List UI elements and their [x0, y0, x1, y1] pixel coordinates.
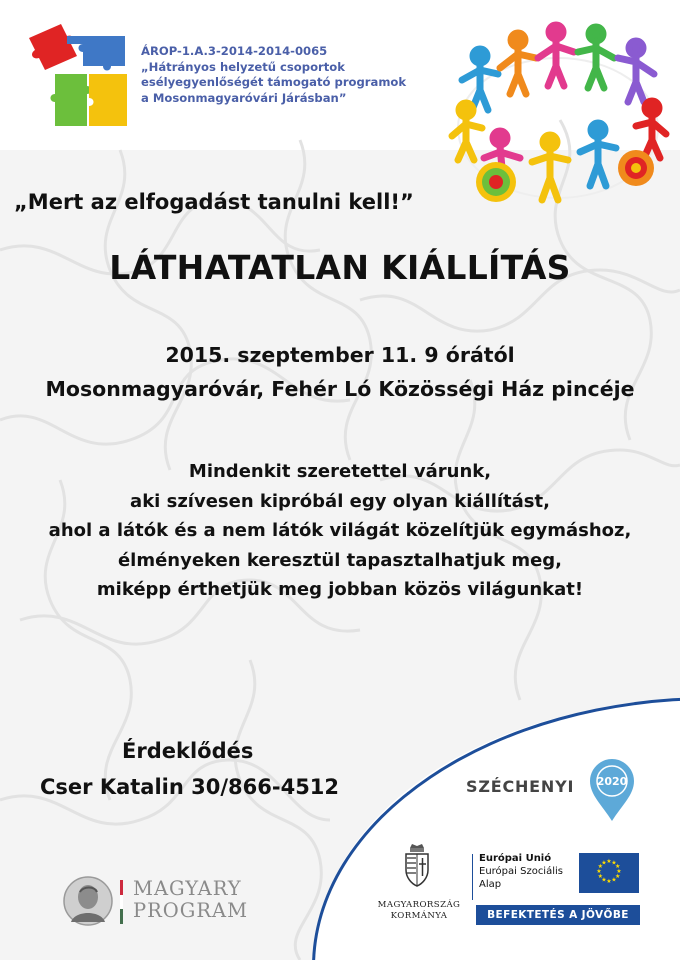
magyary-line1: MAGYARY [133, 877, 242, 900]
svg-text:★: ★ [597, 863, 603, 870]
hungarian-flag-bar [120, 880, 123, 924]
project-code: ÁROP-1.A.3-2014-2014-0065 [141, 44, 328, 58]
people-circle-illustration [440, 18, 676, 212]
invitation-text [0, 457, 680, 605]
eu-divider [472, 854, 473, 900]
project-title-line: a Mosonmagyaróvári Járásban” [141, 90, 347, 105]
project-title-line: esélyegyenlőségét támogató programok [141, 75, 407, 89]
szechenyi-2020-logo [466, 757, 666, 827]
contact-block [40, 733, 360, 805]
invitation-line: miképp érthetjük meg jobban közös világunkat! [96, 579, 584, 600]
invitation-line: ahol a látók és a nem látók világát közelítjük egymáshoz, [48, 520, 632, 541]
svg-text:★: ★ [616, 868, 622, 875]
magyary-line2: PROGRAM [133, 899, 249, 922]
invitation-line: Mindenkit szeretettel várunk, [188, 461, 492, 482]
svg-text:★: ★ [615, 863, 621, 870]
eu-slogan: BEFEKTETÉS A JÖVŐBE [476, 905, 640, 925]
event-venue: Mosonmagyaróvár, Fehér Ló Közösségi Ház pincéje [45, 377, 635, 401]
szechenyi-word: SZÉCHENYI [466, 777, 575, 796]
government-line2: KORMÁNYA [390, 911, 448, 921]
svg-text:★: ★ [611, 859, 617, 867]
eu-funding-logo [472, 852, 642, 926]
svg-text:★: ★ [601, 859, 607, 867]
event-date: 2015. szeptember 11. 9 órától [165, 343, 515, 367]
svg-text:★: ★ [606, 878, 612, 885]
szechenyi-year: 2020 [596, 775, 628, 788]
puzzle-pieces-icon [27, 22, 129, 128]
eu-flag-icon [579, 853, 639, 893]
contact-person: Cser Katalin 30/866-4512 [40, 775, 340, 799]
svg-text:★: ★ [611, 876, 617, 884]
eu-line2: Európai Szociális [479, 866, 563, 877]
government-text [376, 900, 462, 922]
eu-line1: Európai Unió [479, 853, 552, 864]
government-line1: MAGYARORSZÁG [377, 900, 461, 910]
svg-text:★: ★ [601, 876, 607, 884]
magyary-program-logo [63, 876, 263, 928]
event-details [0, 338, 680, 406]
map-pin-icon [588, 757, 636, 823]
page-title: LÁTHATATLAN KIÁLLÍTÁS [109, 248, 571, 287]
svg-text:★: ★ [596, 868, 602, 875]
svg-text:★: ★ [597, 873, 603, 880]
eu-line3: Alap [479, 879, 502, 890]
contact-title: Érdeklődés [122, 739, 254, 763]
slogan: „Mert az elfogadást tanulni kell!” [14, 190, 414, 214]
eu-text [479, 852, 563, 891]
svg-text:★: ★ [606, 858, 612, 865]
project-title-line: „Hátrányos helyzetű csoportok [141, 59, 345, 74]
invitation-line: élményeken keresztül tapasztalhatjuk meg, [117, 549, 563, 571]
coat-of-arms-icon [402, 842, 432, 888]
invitation-line: aki szívesen kipróbál egy olyan kiállítást, [130, 490, 550, 512]
svg-text:★: ★ [615, 873, 621, 880]
portrait-icon [63, 876, 113, 926]
magyary-text [133, 878, 248, 922]
project-info [141, 44, 411, 106]
